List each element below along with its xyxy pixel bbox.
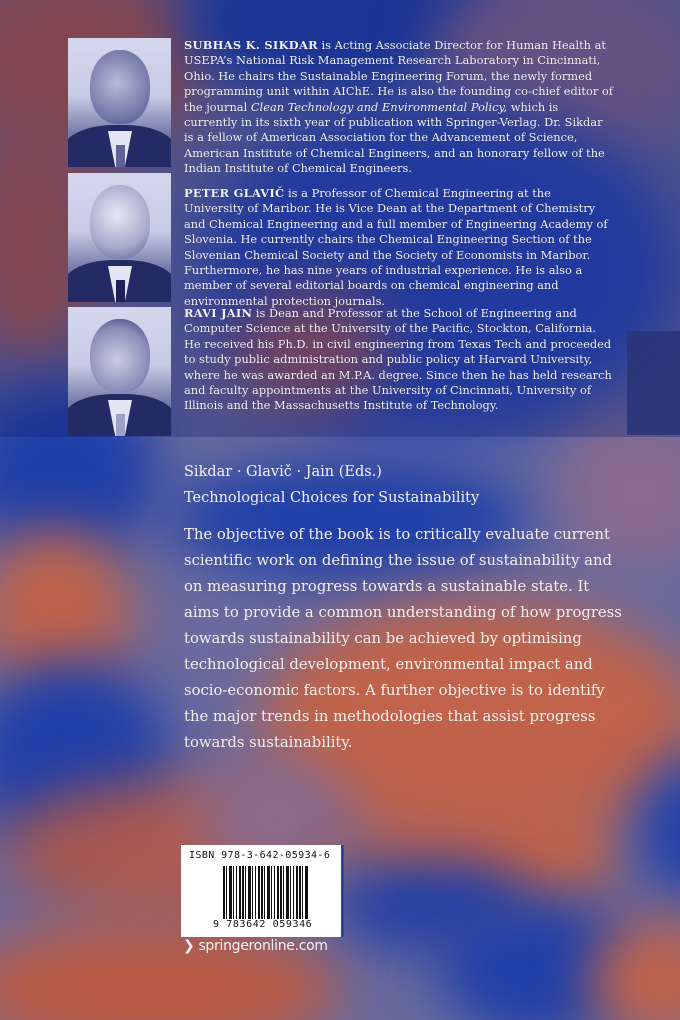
isbn-barcode [181,845,341,937]
website-text: springeronline.com [198,938,328,954]
book-heading [184,459,479,511]
bio-text: is Dean and Professor at the School of Engineering and Computer Science at the University of the Pacific, Stockton, California. He received his Ph.D. in civil engineering from Texas Tech and proceeded to study public administration and public policy at Harvard University, where he was awarded an M.P.A. degree. Since then he has held research and faculty appointments at the University of Cincinnati, University of Illinois and the Massachusetts Institute of Technology. [184,306,612,413]
barcode-edge [341,845,344,937]
portrait-tie [116,145,125,167]
author-photo-sikdar [68,38,171,167]
chevron-right-icon: ❯ [183,938,195,954]
book-abstract: The objective of the book is to critically evaluate current scientific work on defining the issue of sustainability and on measuring progress towards a sustainable state. It aims to provide a common understanding of how progress towards sustainability can be achieved by optimising technological development, environmental impact and socio-economic factors. A further objective is to identify the major trends in methodologies that assist progress towards sustainability. [184,526,622,751]
book-editors: Sikdar · Glavič · Jain (Eds.) [184,464,382,480]
isbn-label: ISBN 978-3-642-05934-6 [189,850,331,861]
bio-text: which is currently in its sixth year of publication with Springer-Verlag. Dr. Sikdar is a fellow of American Association for the Advancement of Science, American Institute of Chemical Engineers, and an honorary fellow of the Indian Institute of Chemical Engineers. [184,99,605,176]
portrait-tie [116,280,125,302]
author-name: RAVI JAIN [184,306,253,320]
author-name: PETER GLAVIČ [184,186,285,200]
portrait-head [90,319,150,393]
publisher-website-link[interactable] [183,938,328,954]
decorative-strip [627,331,680,435]
bio-text: is Acting Associate Director for Human Health at USEPA’s National Risk Management Research Laboratory in Cincinnati, Ohio. He chairs the Sustainable Engineering Forum, the newly formed programming unit within AIChE. He is also the founding co-chief editor of the journal [184,38,614,114]
journal-title: Clean Technology and Environmental Policy, [250,99,508,114]
ean-digits: 9 783642 059346 [211,919,339,930]
author-bio-sikdar [184,38,614,177]
bio-text: is a Professor of Chemical Engineering at the University of Maribor. He is Vice Dean at the Department of Chemistry and Chemical Engineering and a full member of Engineering Academy of Slovenia. He currently chairs the Chemical Engineering Section of the Slovenian Chemical Society and the Society of Economists in Maribor. Furthermore, he has nine years of industrial experience. He is also a member of several editorial boards on chemical engineering and environmental protection journals. [184,186,608,308]
portrait-head [90,50,150,124]
author-photo-jain [68,307,171,436]
barcode-bars-icon [223,866,309,922]
author-bio-glavic [184,186,614,309]
author-name: SUBHAS K. SIKDAR [184,38,318,52]
author-bio-jain [184,306,614,414]
portrait-tie [116,414,125,436]
book-title: Technological Choices for Sustainability [184,490,480,506]
portrait-head [90,185,150,259]
author-photo-glavic [68,173,171,302]
